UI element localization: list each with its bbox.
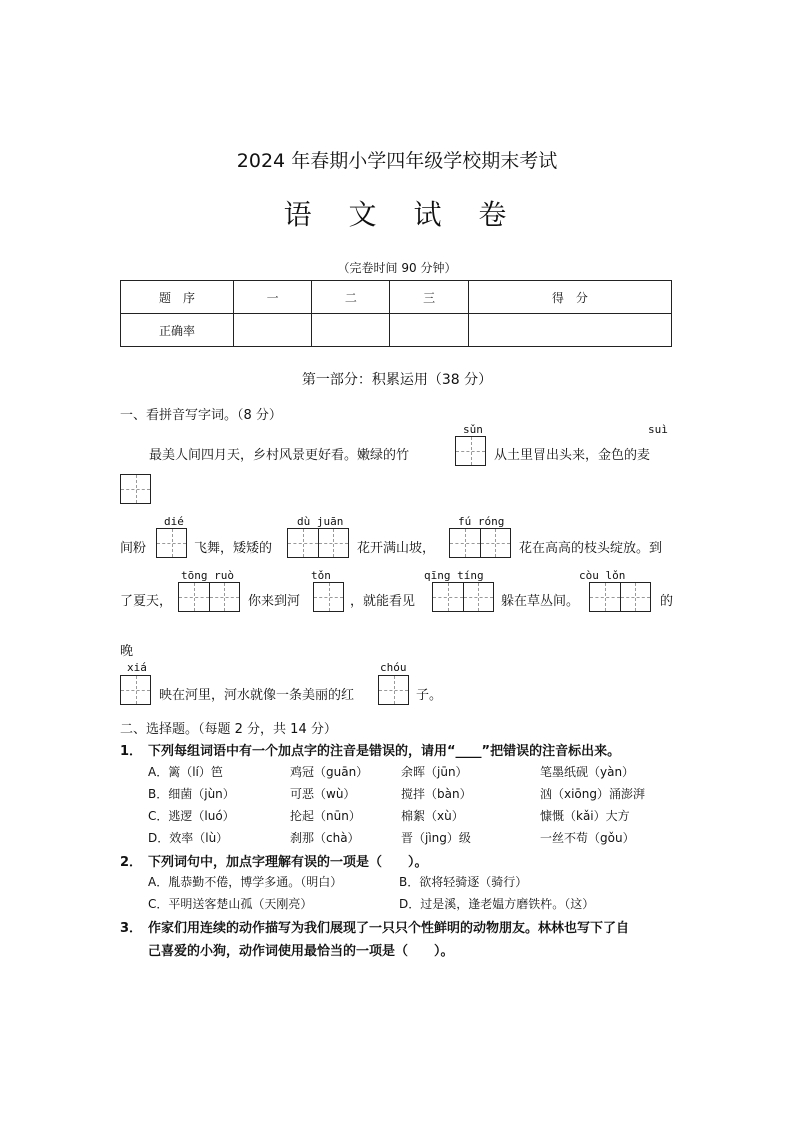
char-box[interactable] [455, 436, 486, 466]
header-cell: 二 [312, 281, 390, 314]
option: D．效率（lù） [148, 831, 229, 845]
text-line: 子。 [416, 688, 443, 703]
exam-title: 2024 年春期小学四年级学校期末考试 [236, 150, 558, 172]
section1-title: 一、看拼音写字词。（8 分） [120, 408, 282, 423]
pinyin: tōng ruò [181, 569, 234, 582]
score-table-row [121, 314, 672, 347]
text-line: 从土里冒出头来，金色的麦 [494, 448, 651, 463]
score-input-cell[interactable] [234, 314, 312, 347]
text-line: 间粉 [120, 541, 147, 556]
option: 慷慨（kǎi）大方 [540, 809, 630, 823]
option: 搅拌（bàn） [401, 787, 472, 801]
char-box[interactable] [313, 582, 344, 612]
text-line: 飞舞，矮矮的 [194, 541, 273, 556]
char-box[interactable] [120, 474, 151, 504]
option: D．过是溪，逢老媪方磨铁杵。（这） [399, 897, 595, 911]
score-input-cell[interactable] [390, 314, 468, 347]
option: A．篱（lí）笆 [148, 765, 223, 779]
header-cell: 三 [390, 281, 468, 314]
pinyin: chóu [380, 661, 407, 674]
option: 可恶（wù） [290, 787, 356, 801]
text-line: ，就能看见 [350, 594, 416, 609]
part-title: 第一部分：积累运用（38 分） [301, 372, 493, 388]
score-input-cell[interactable] [468, 314, 671, 347]
option: A．胤恭勤不倦，博学多通。（明白） [148, 875, 343, 889]
text-line: 映在河里，河水就像一条美丽的红 [159, 688, 355, 703]
question-text: 下列词句中，加点字理解有误的一项是（ ）。 [148, 855, 428, 870]
option: 余晖（jūn） [401, 765, 468, 779]
subject-title: 语 文 试 卷 [283, 198, 521, 231]
pinyin: fú róng [458, 515, 505, 528]
text-line: 晚 [120, 644, 134, 659]
pinyin: dù juān [297, 515, 344, 528]
text-line: 了夏天， [120, 594, 173, 609]
char-box[interactable] [378, 675, 409, 705]
pinyin: xiá [127, 661, 147, 674]
question-number: 3． [120, 921, 143, 936]
text-line: 花开满山坡， [357, 541, 436, 556]
text-line: 最美人间四月天，乡村风景更好看。嫩绿的竹 [149, 448, 410, 463]
time-note: （完卷时间 90 分钟） [337, 261, 457, 275]
score-table [120, 280, 672, 347]
pinyin: sǔn [463, 423, 483, 436]
pinyin: suì [648, 423, 668, 436]
pinyin: qīng tíng [424, 569, 484, 582]
char-box[interactable] [589, 582, 651, 612]
score-input-cell[interactable] [312, 314, 390, 347]
char-box[interactable] [449, 528, 511, 558]
option: B．欲将轻骑逐（骑行） [399, 875, 528, 889]
option: 晋（jìng）级 [401, 831, 471, 845]
row-label: 正确率 [121, 314, 234, 347]
option: C．逃逻（luó） [148, 809, 235, 823]
char-box[interactable] [178, 582, 240, 612]
score-table-header-row [121, 281, 672, 314]
text-line: 躲在草丛间。 [501, 594, 580, 609]
option: 刹那（chà） [290, 831, 360, 845]
section2-title: 二、选择题。（每题 2 分，共 14 分） [120, 722, 337, 737]
char-box[interactable] [156, 528, 187, 558]
question-number: 2． [120, 855, 143, 870]
question-number: 1． [120, 744, 143, 759]
text-line: 花在高高的枝头绽放。到 [519, 541, 663, 556]
option: 抡起（nūn） [290, 809, 361, 823]
header-cell: 一 [234, 281, 312, 314]
char-box[interactable] [432, 582, 494, 612]
text-line: 的 [660, 594, 674, 609]
option: 一丝不苟（gǒu） [540, 831, 635, 845]
char-box[interactable] [120, 675, 151, 705]
header-cell: 题 序 [121, 281, 234, 314]
pinyin: dié [164, 515, 184, 528]
pinyin: tǒn [311, 569, 331, 582]
option: 汹（xiōng）涌澎湃 [540, 787, 646, 801]
pinyin: còu lǒn [579, 569, 626, 582]
option: 鸡冠（guān） [290, 765, 369, 779]
option: C．平明送客楚山孤（天刚亮） [148, 897, 313, 911]
header-cell: 得 分 [468, 281, 671, 314]
option: 笔墨纸砚（yàn） [540, 765, 635, 779]
char-box[interactable] [287, 528, 349, 558]
text-line: 你来到河 [248, 594, 301, 609]
question-text: 己喜爱的小狗，动作词使用最恰当的一项是（ ）。 [148, 944, 454, 959]
option: 棉絮（xù） [401, 809, 464, 823]
question-text: 下列每组词语中有一个加点字的注音是错误的，请用“____”把错误的注音标出来。 [148, 744, 621, 759]
question-text: 作家们用连续的动作描写为我们展现了一只只个性鲜明的动物朋友。林林也写下了自 [148, 921, 630, 936]
option: B．细菌（jùn） [148, 787, 235, 801]
